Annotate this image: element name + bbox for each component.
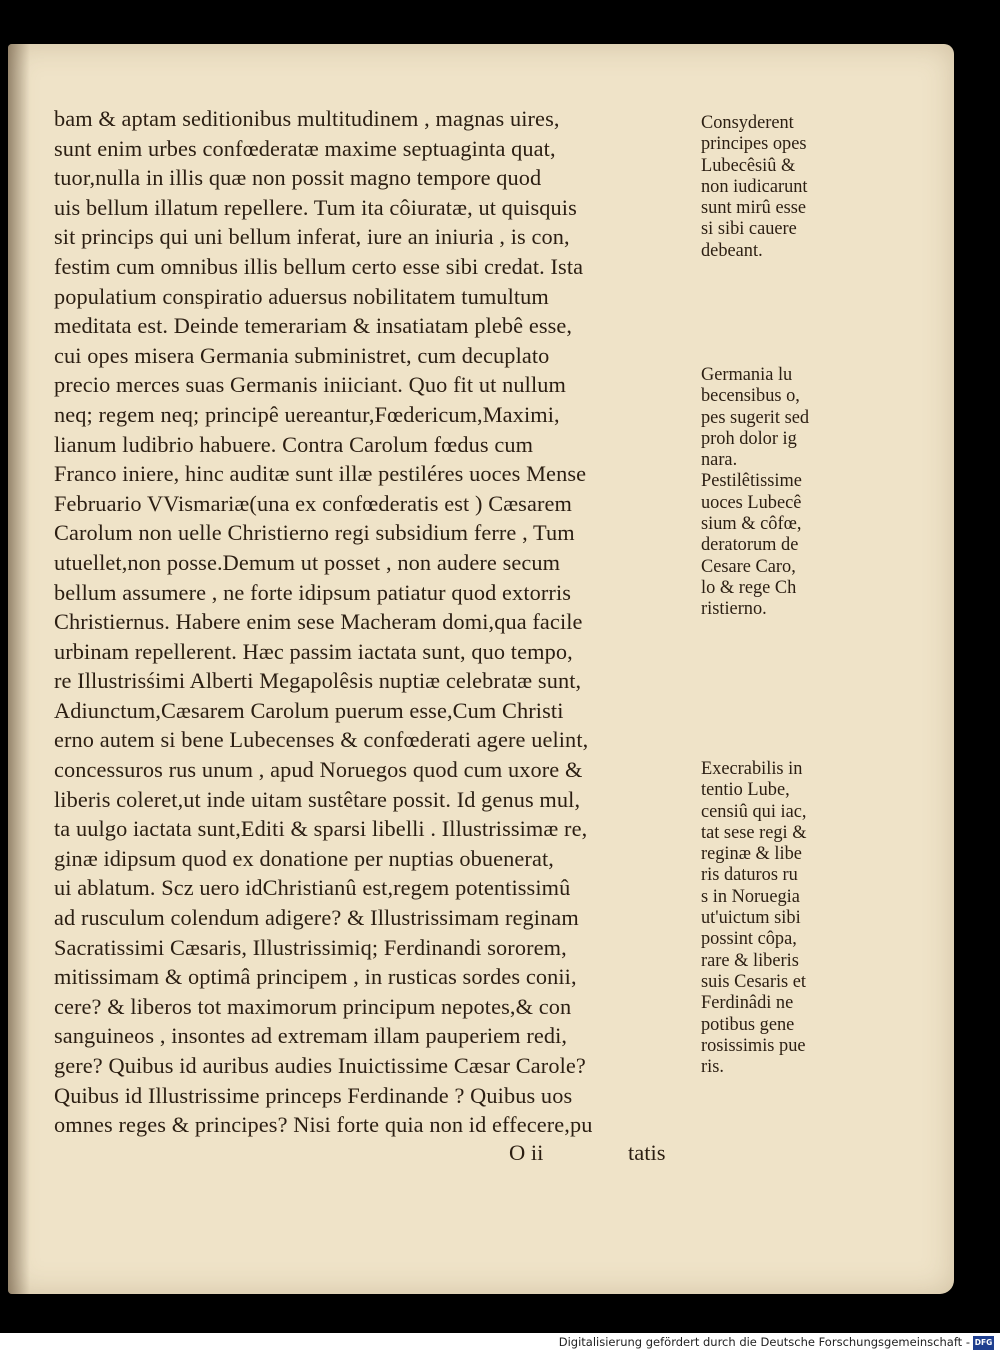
marginal-note-line: becensibus o, (701, 385, 800, 407)
marginal-note-line: Cesare Caro, (701, 555, 796, 577)
text-line: re Illustrisśimi Alberti Megapolêsis nuptiæ celebratæ sunt, (54, 668, 582, 694)
marginal-note-line: tentio Lube, (701, 779, 790, 801)
text-line: omnes reges & principes? Nisi forte quia non id effecere,pu (54, 1112, 593, 1138)
text-line: neq; regem neq; principê uereantur,Fœdericum,Maximi, (54, 401, 560, 427)
dfg-logo: DFG (973, 1336, 994, 1350)
marginal-note-line: reginæ & libe (701, 843, 802, 865)
main-text-block (54, 104, 699, 1165)
text-line: cere? & liberos tot maximorum principum nepotes,& con (54, 993, 572, 1019)
text-line: uis bellum illatum repellere. Tum ita côiuratæ, ut quisquis (54, 194, 577, 220)
text-line: cui opes misera Germania subministret, cum decuplato (54, 342, 550, 368)
text-line: ta uulgo iactata sunt,Editi & sparsi libelli . Illustrissimæ re, (54, 816, 588, 842)
text-line: Februario VVismariæ(una ex confœderatis est ) Cæsarem (54, 490, 572, 516)
marginal-note-line: rosissimis pue (701, 1034, 806, 1056)
text-line: ginæ idipsum quod ex donatione per nuptias obuenerat, (54, 845, 554, 871)
marginal-note-line: Consyderent (701, 112, 794, 133)
marginal-note-line: si sibi cauere (701, 218, 797, 240)
marginal-note-line: Execrabilis in (701, 758, 803, 779)
page-footer-line (54, 1140, 694, 1170)
text-line: festim cum omnibus illis bellum certo esse sibi credat. Ista (54, 253, 584, 279)
main-text-lines (54, 104, 699, 1140)
marginal-note-line: sium & côfœ, (701, 513, 802, 535)
marginal-note-line: debeant. (701, 239, 763, 261)
marginal-note-line: ris daturos ru (701, 864, 798, 886)
marginal-note-line: potibus gene (701, 1013, 795, 1035)
marginal-note-line: Lubecêsiû & (701, 154, 796, 176)
marginal-note-line: ris. (701, 1056, 724, 1078)
text-line: mitissimam & optimâ principem , in rusticas sordes conii, (54, 964, 577, 990)
marginal-note-line: pes sugerit sed (701, 406, 810, 428)
text-line: Franco iniere, hinc auditæ sunt illæ pestiléres uoces Mense (54, 461, 587, 487)
text-line: Christiernus. Habere enim sese Macheram domi,qua facile (54, 609, 583, 635)
marginal-note-line: nara. (701, 449, 738, 471)
marginal-note-line: possint côpa, (701, 928, 797, 950)
marginal-note-line: sunt mirû esse (701, 197, 807, 219)
text-line: ad rusculum colendum adigere? & Illustrissimam reginam (54, 905, 579, 931)
marginal-note-2 (701, 364, 846, 620)
digitization-credit: Digitalisierung gefördert durch die Deutsche Forschungsgemeinschaft - (558, 1335, 970, 1349)
text-line: Quibus id Illustrissime princeps Ferdinande ? Quibus uos (54, 1082, 573, 1108)
marginal-note-1 (701, 112, 846, 261)
text-line: meditata est. Deinde temerariam & insatiatam plebê esse, (54, 313, 573, 339)
marginal-note-line: ristierno. (701, 598, 767, 620)
marginal-note-line: s in Noruegia (701, 885, 800, 907)
marginal-note-line: Ferdinâdi ne (701, 992, 794, 1014)
marginal-note-line: rare & liberis (701, 949, 799, 971)
marginal-note-line: proh dolor ig (701, 427, 797, 449)
marginal-note-line: tat sese regi & (701, 821, 807, 843)
text-line: concessuros rus unum , apud Noruegos quod cum uxore & (54, 757, 583, 783)
text-line: tuor,nulla in illis quæ non possit magno tempore quod (54, 165, 542, 191)
text-line: Sacratissimi Cæsaris, Illustrissimiq; Ferdinandi sororem, (54, 934, 567, 960)
marginal-note-line: non iudicarunt (701, 175, 808, 197)
text-line: liberis coleret,ut inde uitam sustêtare possit. Id genus mul, (54, 786, 581, 812)
marginal-note-line: suis Cesaris et (701, 970, 807, 992)
text-line: ui ablatum. Scz uero idChristianû est,regem potentissimû (54, 875, 571, 901)
text-line: lianum ludibrio habuere. Contra Carolum fœdus cum (54, 431, 534, 457)
gutter-shadow (8, 44, 30, 1294)
text-line: erno autem si bene Lubecenses & confœderati agere uelint, (54, 727, 589, 753)
signature-mark: O ii (509, 1140, 544, 1165)
marginal-note-line: uoces Lubecê (701, 491, 802, 513)
text-line: precio merces suas Germanis iniiciant. Quo fit ut nullum (54, 372, 566, 398)
text-line: bellum assumere , ne forte idipsum patiatur quod extorris (54, 579, 572, 605)
catchword: tatis (628, 1140, 666, 1165)
marginal-note-line: deratorum de (701, 534, 799, 556)
text-line: urbinam repellerent. Hæc passim iactata sunt, quo tempo, (54, 638, 573, 664)
marginal-note-line: censiû qui iac, (701, 800, 807, 822)
marginal-note-3 (701, 758, 846, 1077)
text-line: populatium conspiratio aduersus nobilitatem tumultum (54, 283, 549, 309)
marginal-note-line: lo & rege Ch (701, 576, 797, 598)
credit-bar (0, 1333, 1000, 1355)
text-line: utuellet,non posse.Demum ut posset , non audere secum (54, 549, 561, 575)
marginal-note-line: Pestilêtissime (701, 470, 802, 492)
text-line: sunt enim urbes confœderatæ maxime septuaginta quat, (54, 135, 556, 161)
marginal-note-line: principes opes (701, 133, 807, 155)
text-line: sit princips qui uni bellum inferat, iure an iniuria , is con, (54, 224, 570, 250)
text-line: gere? Quibus id auribus audies Inuictissime Cæsar Carole? (54, 1053, 586, 1078)
text-line: Carolum non uelle Christierno regi subsidium ferre , Tum (54, 520, 575, 546)
text-line: Adiunctum,Cæsarem Carolum puerum esse,Cum Christi (54, 697, 564, 723)
marginal-note-line: ut'uictum sibi (701, 907, 801, 929)
text-line: bam & aptam seditionibus multitudinem , magnas uires, (54, 106, 560, 131)
text-line: sanguineos , insontes ad extremam illam pauperiem redi, (54, 1023, 568, 1049)
marginal-note-line: Germania lu (701, 364, 793, 385)
book-page (8, 44, 954, 1294)
